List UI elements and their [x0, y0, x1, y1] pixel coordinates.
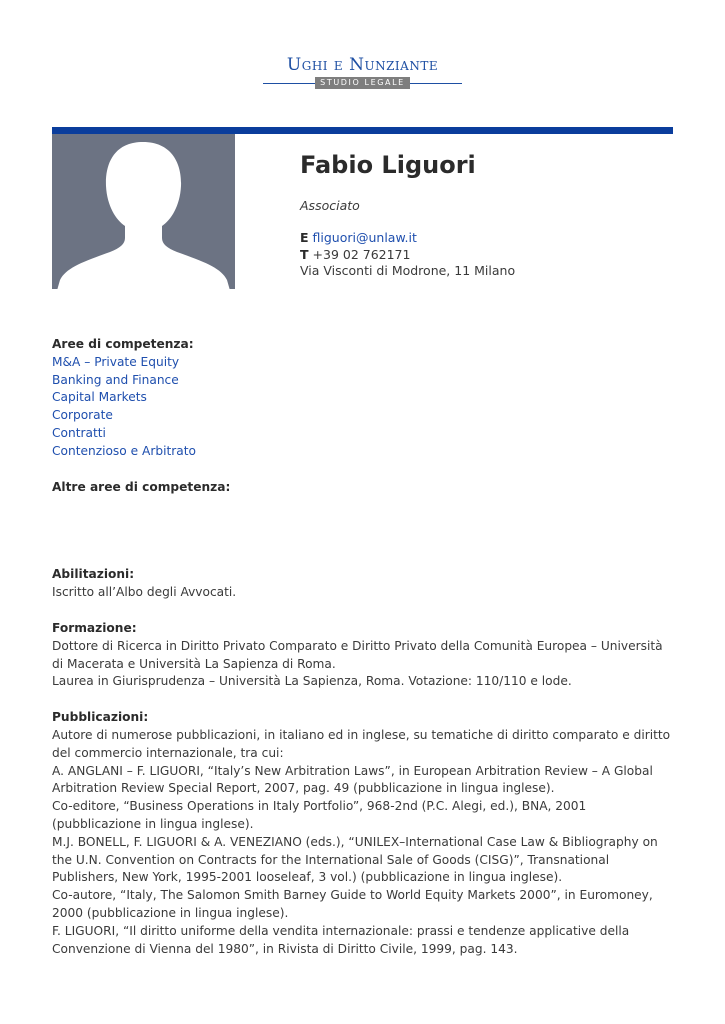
firm-name: Ughi e Nunziante [286, 55, 439, 75]
profile-info [300, 150, 680, 280]
formazione-line: Dottore di Ricerca in Diritto Privato Comparato e Diritto Privato della Comunità Europea – Università di Macerata e Università La Sapienza di Roma. [52, 638, 663, 671]
formazione-line: Laurea in Giurisprudenza – Università La Sapienza, Roma. Votazione: 110/110 e lode. [52, 674, 572, 689]
competenza-link[interactable]: Capital Markets [52, 390, 147, 405]
logo-rule-left [263, 83, 315, 84]
pubblicazione-line: Co-editore, “Business Operations in Italy Portfolio”, 968-2nd (P.C. Alegi, ed.), BNA, 2001 (pubblicazione in lingua inglese). [52, 799, 587, 831]
spacer [52, 602, 677, 620]
pubblicazione-line: F. LIGUORI, “Il diritto uniforme della vendita internazionale: prassi e tendenze applicative della Convenzione di Vienna del 1980”, in Rivista di Diritto Civile, 1999, pag. 143. [52, 923, 630, 956]
person-name: Fabio Liguori [300, 151, 476, 179]
competenza-link[interactable]: Contratti [52, 425, 106, 440]
pubblicazione-line: M.J. BONELL, F. LIGUORI & A. VENEZIANO (eds.), “UNILEX–International Case Law & Bibliography on the U.N. Convention on Contracts for the International Sale of Goods (CISG)”, Transnational Publishers, New York, 1995-2001 looseleaf, 3 vol.) (pubblicazione in lingua inglese). [52, 834, 658, 885]
email-row [300, 230, 680, 247]
person-role: Associato [300, 198, 360, 213]
phone-row [300, 247, 680, 264]
competenza-link[interactable]: Banking and Finance [52, 372, 179, 387]
pubblicazioni-title: Pubblicazioni: [52, 710, 149, 725]
accent-bar [52, 127, 673, 134]
abilitazioni-text: Iscritto all’Albo degli Avvocati. [52, 585, 237, 600]
address: Via Visconti di Modrone, 11 Milano [300, 263, 516, 278]
pubblicazione-line: A. ANGLANI – F. LIGUORI, “Italy’s New Arbitration Laws”, in European Arbitration Review – A Global Arbitration Review Special Report, 2007, pag. 49 (pubblicazione in lingua inglese). [52, 763, 653, 796]
contact-block [300, 230, 680, 280]
competenza-link[interactable]: Corporate [52, 408, 113, 423]
competenze-title: Aree di competenza: [52, 337, 194, 351]
phone-number: +39 02 762171 [312, 246, 411, 262]
pubblicazione-line: Autore di numerose pubblicazioni, in italiano ed in inglese, su tematiche di diritto comparato e diritto del commercio internazionale, tra cui: [52, 727, 671, 760]
email-link[interactable]: fliguori@unlaw.it [312, 230, 417, 245]
competenze-list [52, 354, 677, 461]
firm-subtitle: STUDIO LEGALE [315, 77, 410, 89]
spacer [52, 461, 677, 479]
logo-rule-right [410, 83, 462, 84]
abilitazioni-title: Abilitazioni: [52, 567, 135, 582]
profile-details [52, 336, 677, 958]
email-label: E [300, 230, 309, 245]
spacer [52, 496, 677, 566]
competenza-link[interactable]: Contenzioso e Arbitrato [52, 443, 196, 458]
competenza-link[interactable]: M&A – Private Equity [52, 354, 180, 369]
phone-label: T [300, 246, 309, 262]
altre-competenze-title: Altre aree di competenza: [52, 479, 231, 494]
firm-subtitle-row [0, 77, 725, 89]
profile-photo [52, 134, 235, 289]
spacer [52, 691, 677, 709]
person-silhouette-icon [52, 134, 235, 289]
formazione-title: Formazione: [52, 620, 137, 635]
pubblicazione-line: Co-autore, “Italy, The Salomon Smith Barney Guide to World Equity Markets 2000”, in Euromoney, 2000 (pubblicazione in lingua inglese). [52, 888, 653, 920]
firm-logo [0, 54, 725, 89]
